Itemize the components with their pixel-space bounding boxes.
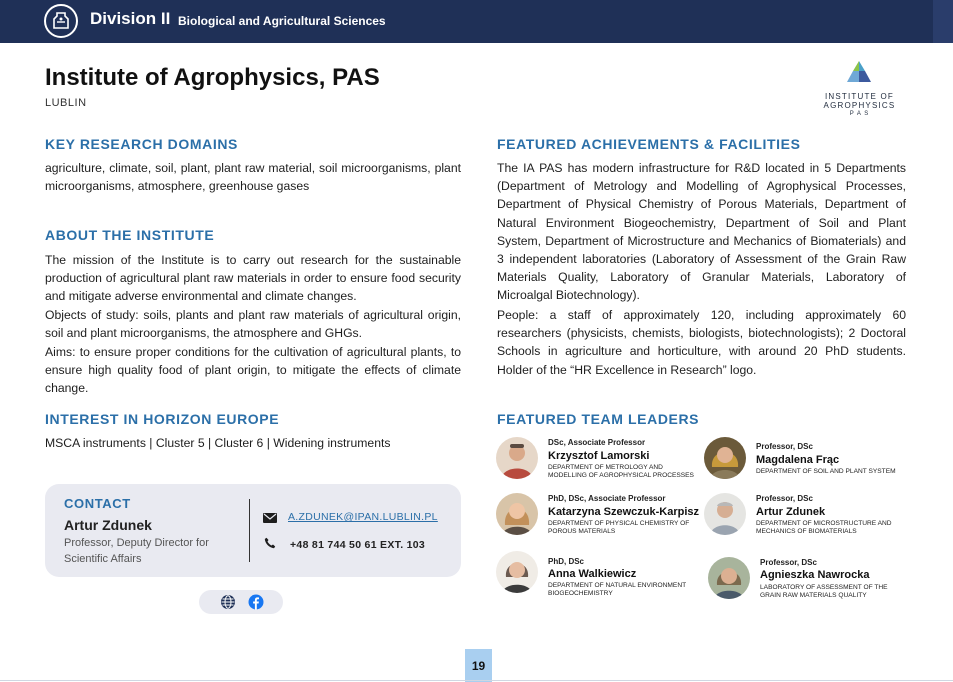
achievements-infrastructure: The IA PAS has modern infrastructure for R&D located in 5 Departments (Department of Metrology and Modelling of Agrophysical Processes, Department of Physical Chemistry of Porous Materials, Department of Natural Environment Biogeochemistry, Department of Soil and Plant System, Department of Microstructure and Mechanics of Biomaterials) and 3 independent laboratories (Laboratory of Assessment of the Grain Raw Materials Quality, Laboratory of Granular Materials, Laboratory of Microalgal Biotechnology). bbox=[497, 161, 906, 303]
team-heading: FEATURED TEAM LEADERS bbox=[497, 411, 700, 427]
division-title: Division II bbox=[90, 9, 171, 28]
contact-heading: CONTACT bbox=[64, 496, 131, 511]
leader-name: Agnieszka Nawrocka bbox=[760, 569, 870, 581]
division-subtitle: Biological and Agricultural Sciences bbox=[178, 14, 386, 28]
leader-name: Krzysztof Lamorski bbox=[548, 450, 650, 462]
key-research-text: agriculture, climate, soil, plant, plant raw material, soil microorganisms, plant microorganisms, atmosphere, greenhouse gases bbox=[45, 161, 461, 194]
leader-title: Professor, DSc bbox=[756, 442, 813, 451]
leader-photo-2 bbox=[704, 437, 746, 479]
contact-phone[interactable]: +48 81 744 50 61 EXT. 103 bbox=[290, 539, 426, 551]
facebook-icon[interactable] bbox=[248, 594, 264, 610]
achievements-heading: FEATURED ACHIEVEMENTS & FACILITIES bbox=[497, 136, 801, 152]
leader-title: PhD, DSc, Associate Professor bbox=[548, 494, 666, 503]
leader-photo-4 bbox=[704, 493, 746, 535]
envelope-icon bbox=[263, 513, 277, 523]
leader-department: DEPARTMENT OF MICROSTRUCTURE AND MECHANICS OF BIOMATERIALS bbox=[756, 520, 892, 536]
leader-title: PhD, DSc bbox=[548, 557, 585, 566]
institute-name: Institute of Agrophysics, PAS bbox=[45, 64, 380, 91]
leader-photo-5 bbox=[496, 551, 538, 593]
leader-department: DEPARTMENT OF NATURAL ENVIRONMENT BIOGEOCHEMISTRY bbox=[548, 582, 686, 598]
agrophysics-logo-icon bbox=[812, 58, 907, 88]
globe-icon[interactable] bbox=[220, 594, 236, 610]
leader-title: DSc, Associate Professor bbox=[548, 438, 646, 447]
achievements-people: People: a staff of approximately 120, including approximately 60 researchers (physicists, chemists, biologists, biotechnologists); 2 Doctoral Schools in agriculture and horticulture, with around 20 PhD students. Holder of the “HR Excellence in Research” logo. bbox=[497, 308, 906, 377]
key-research-heading: KEY RESEARCH DOMAINS bbox=[45, 136, 238, 152]
leader-department: DEPARTMENT OF METROLOGY AND MODELLING OF AGROPHYSICAL PROCESSES bbox=[548, 464, 694, 480]
footer-line bbox=[0, 680, 953, 681]
institute-logo bbox=[812, 58, 907, 122]
leader-name: Katarzyna Szewczuk-Karpisz bbox=[548, 506, 699, 518]
leader-name: Anna Walkiewicz bbox=[548, 568, 637, 580]
horizon-text: MSCA instruments | Cluster 5 | Cluster 6 | Widening instruments bbox=[45, 436, 391, 450]
leader-name: Magdalena Frąc bbox=[756, 454, 840, 466]
about-objects: Objects of study: soils, plants and plant raw materials of agricultural origin, soil and plant microorganisms, the atmosphere and GHGs. bbox=[45, 308, 461, 341]
leader-photo-3 bbox=[496, 493, 538, 535]
leader-photo-6 bbox=[708, 557, 750, 599]
header-accent bbox=[933, 0, 953, 43]
logo-line-1: INSTITUTE OF bbox=[824, 92, 895, 101]
division-header-bar bbox=[0, 0, 953, 43]
logo-line-3: P A S bbox=[849, 111, 870, 117]
leader-department: DEPARTMENT OF PHYSICAL CHEMISTRY OF POROUS MATERIALS bbox=[548, 520, 690, 536]
logo-line-2: AGROPHYSICS bbox=[823, 101, 896, 110]
institute-city: LUBLIN bbox=[45, 97, 87, 109]
leader-name: Artur Zdunek bbox=[756, 506, 826, 518]
contact-card bbox=[45, 484, 461, 577]
contact-email-link[interactable]: A.ZDUNEK@IPAN.LUBLIN.PL bbox=[288, 511, 438, 523]
contact-divider bbox=[249, 499, 250, 562]
about-mission: The mission of the Institute is to carry out research for the sustainable production of agricultural plant raw materials in order to ensure food security and mitigate adverse environmental and climate changes. bbox=[45, 253, 461, 304]
social-links bbox=[199, 590, 283, 614]
leader-department: DEPARTMENT OF SOIL AND PLANT SYSTEM bbox=[756, 468, 896, 475]
phone-icon bbox=[264, 537, 276, 549]
leader-title: Professor, DSc bbox=[760, 558, 817, 567]
contact-name: Artur Zdunek bbox=[64, 517, 152, 533]
pas-emblem-icon bbox=[44, 4, 78, 38]
about-aims: Aims: to ensure proper conditions for the cultivation of agricultural plants, to ensure high quality food of plant origin, to mitigate the effects of climate change. bbox=[45, 345, 461, 396]
horizon-heading: INTEREST IN HORIZON EUROPE bbox=[45, 411, 280, 427]
page-number: 19 bbox=[465, 649, 492, 682]
contact-role: Professor, Deputy Director for Scientific Affairs bbox=[64, 537, 209, 565]
leader-title: Professor, DSc bbox=[756, 494, 813, 503]
leader-department: LABORATORY OF ASSESSMENT OF THE GRAIN RAW MATERIALS QUALITY bbox=[760, 584, 888, 600]
leader-photo-1 bbox=[496, 437, 538, 479]
about-heading: ABOUT THE INSTITUTE bbox=[45, 227, 215, 243]
